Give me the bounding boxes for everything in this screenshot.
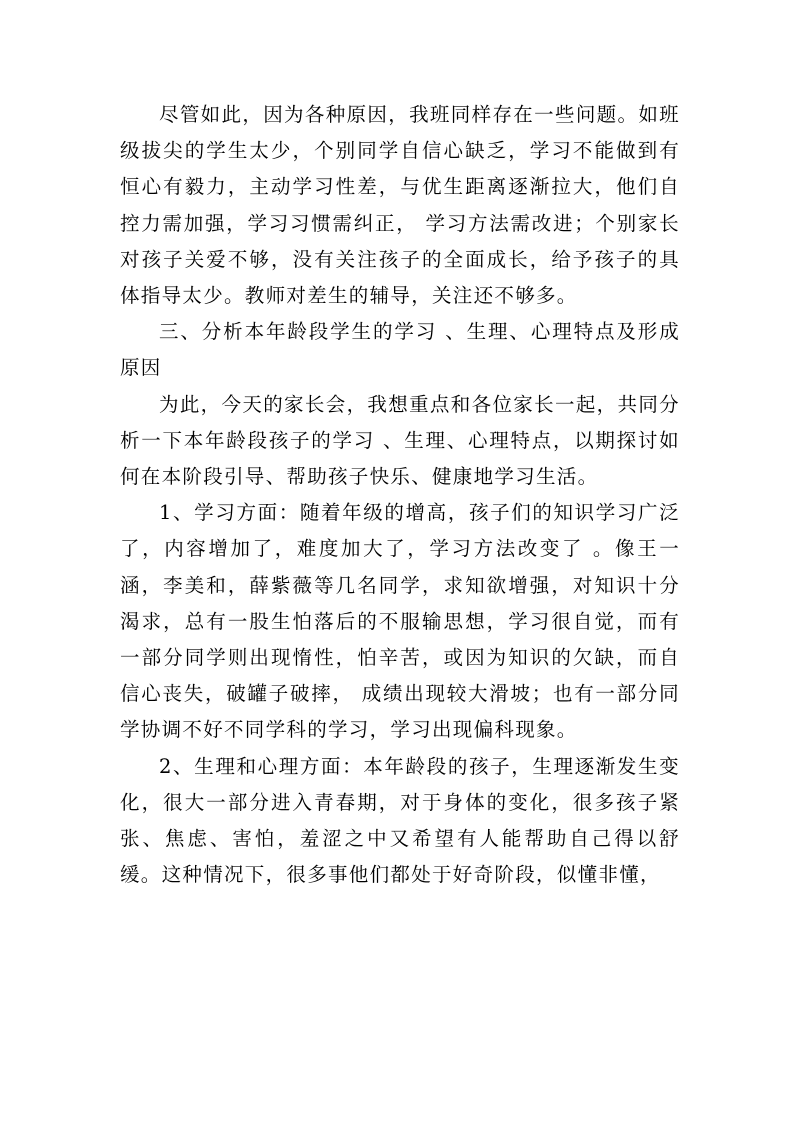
paragraph-problems: 尽管如此，因为各种原因，我班同样存在一些问题。如班级拔尖的学生太少，个别同学自信心缺乏，学习不能做到有恒心有毅力，主动学习性差，与优生距离逐渐拉大，他们自控力需加强，学习习惯需纠正， 学习方法需改进；个别家长对孩子关爱不够，没有关注孩子的全面成长，给予孩子的具体指导太少。教师对差生的辅导，关注还不够多。 <box>120 103 680 308</box>
section-heading-analysis: 三、分析本年龄段学生的学习 、生理、心理特点及形成原因 <box>120 320 680 380</box>
paragraph-physiology-psychology: 2、生理和心理方面：本年龄段的孩子，生理逐渐发生变化，很大一部分进入青春期，对于身体的变化，很多孩子紧张、焦虑、害怕，羞涩之中又希望有人能帮助自己得以舒缓。这种情况下，很多事他们都处于好奇阶段，似懂非懂， <box>120 754 680 887</box>
paragraph-learning: 1、学习方面：随着年级的增高，孩子们的知识学习广泛了，内容增加了，难度加大了，学习方法改变了 。像王一涵，李美和，薛紫薇等几名同学，求知欲增强，对知识十分渴求，总有一股生怕落后的不服输思想，学习很自觉，而有一部分同学则出现惰性，怕辛苦，或因为知识的欠缺，而自信心丧失，破罐子破摔， 成绩出现较大滑坡；也有一部分同学协调不好不同学科的学习，学习出现偏科现象。 <box>120 501 680 742</box>
document-body <box>120 97 680 893</box>
paragraph-intro-analysis: 为此，今天的家长会，我想重点和各位家长一起，共同分析一下本年龄段孩子的学习 、生理、心理特点，以期探讨如何在本阶段引导、帮助孩子快乐、健康地学习生活。 <box>120 392 680 489</box>
